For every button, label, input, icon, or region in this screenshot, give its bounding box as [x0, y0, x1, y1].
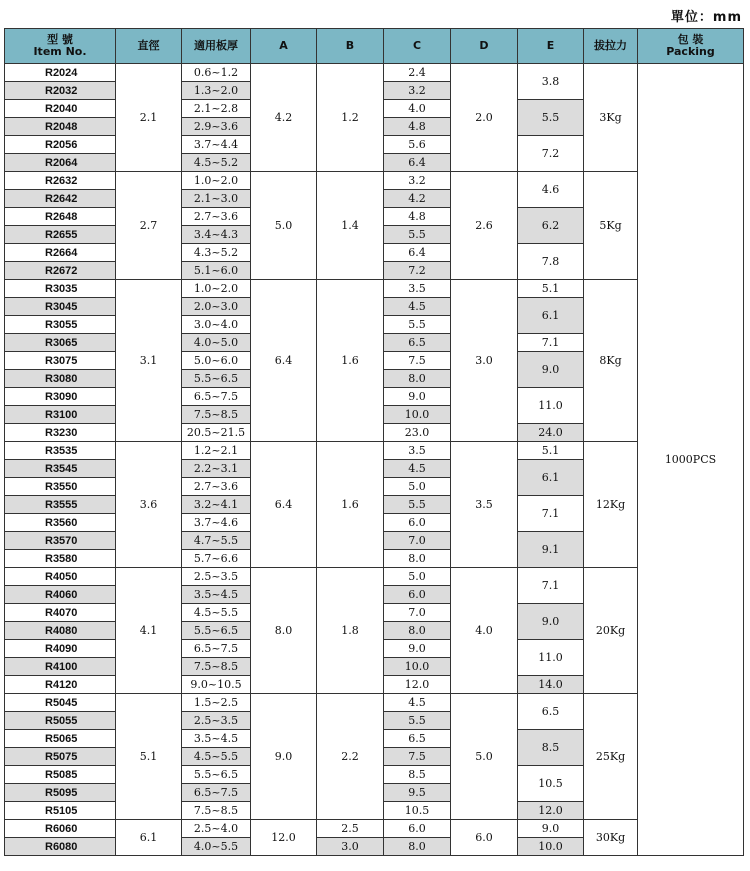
item-no-cell: R3045: [5, 298, 116, 316]
header-a: A: [251, 29, 317, 64]
thickness-cell: 2.0~3.0: [182, 298, 251, 316]
item-no-cell: R5045: [5, 694, 116, 712]
thickness-cell: 5.1~6.0: [182, 262, 251, 280]
table-row: [5, 442, 744, 460]
header-item-en: Item No.: [33, 45, 87, 58]
item-no-cell: R2642: [5, 190, 116, 208]
c-cell: 4.2: [384, 190, 451, 208]
e-cell: 7.1: [518, 496, 584, 532]
c-cell: 4.0: [384, 100, 451, 118]
item-no-cell: R3090: [5, 388, 116, 406]
d-cell: 2.0: [451, 64, 518, 172]
header-item-no: [5, 29, 116, 64]
table-row: [5, 172, 744, 190]
thickness-cell: 5.5~6.5: [182, 622, 251, 640]
c-cell: 3.2: [384, 82, 451, 100]
e-cell: 7.1: [518, 334, 584, 352]
e-cell: 7.1: [518, 568, 584, 604]
item-no-cell: R6060: [5, 820, 116, 838]
c-cell: 7.5: [384, 748, 451, 766]
header-item-cn: 型 號: [47, 33, 73, 46]
b-cell: 1.6: [317, 442, 384, 568]
header-thickness: 適用板厚: [182, 29, 251, 64]
e-cell: 5.1: [518, 442, 584, 460]
thickness-cell: 2.1~3.0: [182, 190, 251, 208]
c-cell: 10.5: [384, 802, 451, 820]
thickness-cell: 6.5~7.5: [182, 640, 251, 658]
thickness-cell: 5.7~6.6: [182, 550, 251, 568]
c-cell: 6.5: [384, 730, 451, 748]
e-cell: 7.2: [518, 136, 584, 172]
e-cell: 5.5: [518, 100, 584, 136]
pull-force-cell: 20Kg: [584, 568, 638, 694]
pull-force-cell: 12Kg: [584, 442, 638, 568]
c-cell: 10.0: [384, 658, 451, 676]
e-cell: 4.6: [518, 172, 584, 208]
c-cell: 8.5: [384, 766, 451, 784]
b-cell: 1.2: [317, 64, 384, 172]
item-no-cell: R5105: [5, 802, 116, 820]
table-row: [5, 64, 744, 82]
b-cell: 1.4: [317, 172, 384, 280]
c-cell: 3.2: [384, 172, 451, 190]
diameter-cell: 3.6: [116, 442, 182, 568]
item-no-cell: R4060: [5, 586, 116, 604]
c-cell: 4.8: [384, 208, 451, 226]
header-e: E: [518, 29, 584, 64]
c-cell: 7.0: [384, 604, 451, 622]
c-cell: 4.5: [384, 460, 451, 478]
c-cell: 6.0: [384, 586, 451, 604]
c-cell: 8.0: [384, 550, 451, 568]
item-no-cell: R2064: [5, 154, 116, 172]
header-row: [5, 29, 744, 64]
header-packing-cn: 包 裝: [677, 33, 704, 46]
thickness-cell: 3.5~4.5: [182, 730, 251, 748]
e-cell: 11.0: [518, 640, 584, 676]
thickness-cell: 5.0~6.0: [182, 352, 251, 370]
c-cell: 4.5: [384, 298, 451, 316]
a-cell: 6.4: [251, 442, 317, 568]
c-cell: 23.0: [384, 424, 451, 442]
thickness-cell: 1.5~2.5: [182, 694, 251, 712]
c-cell: 5.0: [384, 478, 451, 496]
c-cell: 3.5: [384, 442, 451, 460]
pull-force-cell: 8Kg: [584, 280, 638, 442]
c-cell: 6.4: [384, 154, 451, 172]
e-cell: 6.1: [518, 460, 584, 496]
thickness-cell: 7.5~8.5: [182, 406, 251, 424]
c-cell: 5.6: [384, 136, 451, 154]
diameter-cell: 5.1: [116, 694, 182, 820]
thickness-cell: 6.5~7.5: [182, 388, 251, 406]
d-cell: 3.5: [451, 442, 518, 568]
thickness-cell: 4.0~5.5: [182, 838, 251, 856]
e-cell: 10.0: [518, 838, 584, 856]
table-body: [5, 64, 744, 856]
pull-force-cell: 25Kg: [584, 694, 638, 820]
c-cell: 10.0: [384, 406, 451, 424]
a-cell: 4.2: [251, 64, 317, 172]
item-no-cell: R4090: [5, 640, 116, 658]
thickness-cell: 1.2~2.1: [182, 442, 251, 460]
item-no-cell: R4070: [5, 604, 116, 622]
c-cell: 5.0: [384, 568, 451, 586]
pull-force-cell: 30Kg: [584, 820, 638, 856]
thickness-cell: 2.2~3.1: [182, 460, 251, 478]
d-cell: 6.0: [451, 820, 518, 856]
c-cell: 7.5: [384, 352, 451, 370]
item-no-cell: R4120: [5, 676, 116, 694]
header-packing: [638, 29, 744, 64]
thickness-cell: 4.7~5.5: [182, 532, 251, 550]
item-no-cell: R2024: [5, 64, 116, 82]
c-cell: 8.0: [384, 370, 451, 388]
b-cell: 2.5: [317, 820, 384, 838]
thickness-cell: 5.5~6.5: [182, 370, 251, 388]
table-row: [5, 568, 744, 586]
pull-force-cell: 3Kg: [584, 64, 638, 172]
thickness-cell: 2.5~3.5: [182, 568, 251, 586]
table-row: [5, 280, 744, 298]
thickness-cell: 3.7~4.4: [182, 136, 251, 154]
item-no-cell: R3550: [5, 478, 116, 496]
product-spec-table: [4, 28, 744, 856]
e-cell: 5.1: [518, 280, 584, 298]
c-cell: 6.5: [384, 334, 451, 352]
item-no-cell: R5055: [5, 712, 116, 730]
thickness-cell: 4.0~5.0: [182, 334, 251, 352]
table-row: [5, 694, 744, 712]
c-cell: 9.5: [384, 784, 451, 802]
thickness-cell: 4.3~5.2: [182, 244, 251, 262]
c-cell: 6.0: [384, 514, 451, 532]
e-cell: 8.5: [518, 730, 584, 766]
item-no-cell: R3545: [5, 460, 116, 478]
item-no-cell: R3580: [5, 550, 116, 568]
a-cell: 6.4: [251, 280, 317, 442]
item-no-cell: R3100: [5, 406, 116, 424]
table-row: [5, 820, 744, 838]
c-cell: 8.0: [384, 838, 451, 856]
thickness-cell: 4.5~5.2: [182, 154, 251, 172]
item-no-cell: R2040: [5, 100, 116, 118]
e-cell: 3.8: [518, 64, 584, 100]
a-cell: 12.0: [251, 820, 317, 856]
c-cell: 4.8: [384, 118, 451, 136]
e-cell: 12.0: [518, 802, 584, 820]
thickness-cell: 0.6~1.2: [182, 64, 251, 82]
e-cell: 9.1: [518, 532, 584, 568]
thickness-cell: 9.0~10.5: [182, 676, 251, 694]
a-cell: 8.0: [251, 568, 317, 694]
item-no-cell: R2648: [5, 208, 116, 226]
thickness-cell: 3.7~4.6: [182, 514, 251, 532]
e-cell: 9.0: [518, 352, 584, 388]
item-no-cell: R3560: [5, 514, 116, 532]
item-no-cell: R3535: [5, 442, 116, 460]
header-d: D: [451, 29, 518, 64]
c-cell: 5.5: [384, 316, 451, 334]
c-cell: 5.5: [384, 226, 451, 244]
item-no-cell: R4050: [5, 568, 116, 586]
e-cell: 6.1: [518, 298, 584, 334]
header-b: B: [317, 29, 384, 64]
a-cell: 5.0: [251, 172, 317, 280]
e-cell: 9.0: [518, 604, 584, 640]
item-no-cell: R2632: [5, 172, 116, 190]
thickness-cell: 2.5~3.5: [182, 712, 251, 730]
header-pull-force: 拔拉力: [584, 29, 638, 64]
thickness-cell: 1.0~2.0: [182, 280, 251, 298]
item-no-cell: R3570: [5, 532, 116, 550]
item-no-cell: R6080: [5, 838, 116, 856]
pull-force-cell: 5Kg: [584, 172, 638, 280]
item-no-cell: R5085: [5, 766, 116, 784]
e-cell: 24.0: [518, 424, 584, 442]
item-no-cell: R3555: [5, 496, 116, 514]
b-cell: 1.6: [317, 280, 384, 442]
d-cell: 3.0: [451, 280, 518, 442]
item-no-cell: R3080: [5, 370, 116, 388]
item-no-cell: R2048: [5, 118, 116, 136]
unit-label: 單位：mm: [670, 10, 742, 25]
item-no-cell: R4080: [5, 622, 116, 640]
c-cell: 12.0: [384, 676, 451, 694]
c-cell: 3.5: [384, 280, 451, 298]
b-cell: 2.2: [317, 694, 384, 820]
item-no-cell: R3035: [5, 280, 116, 298]
thickness-cell: 3.2~4.1: [182, 496, 251, 514]
diameter-cell: 3.1: [116, 280, 182, 442]
diameter-cell: 4.1: [116, 568, 182, 694]
e-cell: 6.5: [518, 694, 584, 730]
item-no-cell: R3055: [5, 316, 116, 334]
item-no-cell: R2655: [5, 226, 116, 244]
diameter-cell: 6.1: [116, 820, 182, 856]
d-cell: 4.0: [451, 568, 518, 694]
item-no-cell: R2664: [5, 244, 116, 262]
item-no-cell: R3075: [5, 352, 116, 370]
item-no-cell: R5065: [5, 730, 116, 748]
c-cell: 9.0: [384, 640, 451, 658]
c-cell: 2.4: [384, 64, 451, 82]
header-diameter: 直徑: [116, 29, 182, 64]
item-no-cell: R5075: [5, 748, 116, 766]
e-cell: 11.0: [518, 388, 584, 424]
thickness-cell: 1.0~2.0: [182, 172, 251, 190]
c-cell: 7.2: [384, 262, 451, 280]
e-cell: 9.0: [518, 820, 584, 838]
item-no-cell: R2032: [5, 82, 116, 100]
item-no-cell: R2056: [5, 136, 116, 154]
c-cell: 4.5: [384, 694, 451, 712]
d-cell: 5.0: [451, 694, 518, 820]
packing-cell: 1000PCS: [638, 64, 744, 856]
thickness-cell: 7.5~8.5: [182, 658, 251, 676]
thickness-cell: 4.5~5.5: [182, 748, 251, 766]
item-no-cell: R3230: [5, 424, 116, 442]
thickness-cell: 2.1~2.8: [182, 100, 251, 118]
e-cell: 6.2: [518, 208, 584, 244]
e-cell: 14.0: [518, 676, 584, 694]
item-no-cell: R2672: [5, 262, 116, 280]
c-cell: 9.0: [384, 388, 451, 406]
thickness-cell: 5.5~6.5: [182, 766, 251, 784]
thickness-cell: 1.3~2.0: [182, 82, 251, 100]
diameter-cell: 2.7: [116, 172, 182, 280]
c-cell: 5.5: [384, 496, 451, 514]
b-cell: 3.0: [317, 838, 384, 856]
item-no-cell: R4100: [5, 658, 116, 676]
item-no-cell: R5095: [5, 784, 116, 802]
header-packing-en: Packing: [666, 45, 715, 58]
c-cell: 6.4: [384, 244, 451, 262]
e-cell: 7.8: [518, 244, 584, 280]
thickness-cell: 2.7~3.6: [182, 478, 251, 496]
e-cell: 10.5: [518, 766, 584, 802]
thickness-cell: 7.5~8.5: [182, 802, 251, 820]
thickness-cell: 3.4~4.3: [182, 226, 251, 244]
thickness-cell: 4.5~5.5: [182, 604, 251, 622]
thickness-cell: 2.7~3.6: [182, 208, 251, 226]
thickness-cell: 2.9~3.6: [182, 118, 251, 136]
c-cell: 8.0: [384, 622, 451, 640]
d-cell: 2.6: [451, 172, 518, 280]
c-cell: 5.5: [384, 712, 451, 730]
diameter-cell: 2.1: [116, 64, 182, 172]
a-cell: 9.0: [251, 694, 317, 820]
c-cell: 7.0: [384, 532, 451, 550]
item-no-cell: R3065: [5, 334, 116, 352]
header-c: C: [384, 29, 451, 64]
thickness-cell: 3.0~4.0: [182, 316, 251, 334]
thickness-cell: 20.5~21.5: [182, 424, 251, 442]
c-cell: 6.0: [384, 820, 451, 838]
b-cell: 1.8: [317, 568, 384, 694]
thickness-cell: 2.5~4.0: [182, 820, 251, 838]
thickness-cell: 3.5~4.5: [182, 586, 251, 604]
thickness-cell: 6.5~7.5: [182, 784, 251, 802]
